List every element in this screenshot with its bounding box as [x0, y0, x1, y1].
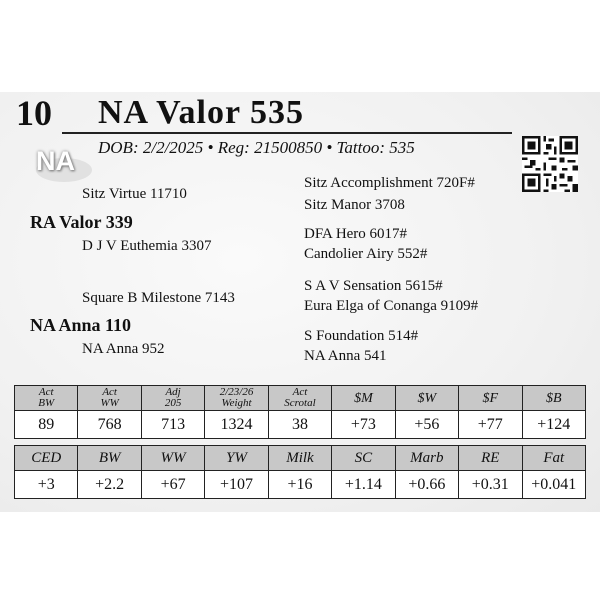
value-bw: +2.2: [78, 471, 141, 499]
epd-header-row: [15, 446, 586, 471]
pedigree-dam-sire-dam: Eura Elga of Conanga 9109#: [304, 298, 479, 314]
header-fat: Fat: [522, 446, 586, 471]
value-ww: +67: [141, 471, 204, 499]
header-milk: Milk: [268, 446, 331, 471]
pedigree-sire-dam: D J V Euthemia 3307: [82, 238, 212, 254]
pedigree-dam-sire-sire: S A V Sensation 5615#: [304, 278, 443, 294]
value-act-scrotal: 38: [268, 411, 331, 439]
value-re: +0.31: [459, 471, 522, 499]
value-yw: +107: [205, 471, 268, 499]
pedigree-dam-dam-sire: S Foundation 514#: [304, 328, 419, 344]
lot-number: 10: [16, 93, 52, 133]
value-act-ww: 768: [78, 411, 141, 439]
value-dollar-b: +124: [522, 411, 586, 439]
performance-value-row: [15, 411, 586, 439]
header-re: RE: [459, 446, 522, 471]
pedigree-sire-dam-dam: Candolier Airy 552#: [304, 246, 428, 262]
pedigree-sire-sire-sire: Sitz Accomplishment 720F#: [304, 175, 475, 191]
header-marb: Marb: [395, 446, 458, 471]
performance-header-row: [15, 386, 586, 411]
header-dollar-m: $M: [332, 386, 395, 411]
animal-info-line: DOB: 2/2/2025 • Reg: 21500850 • Tattoo: 535: [98, 138, 415, 157]
header-weight-date: 2/23/26 Weight: [205, 386, 268, 411]
epd-table: [14, 445, 586, 499]
value-dollar-m: +73: [332, 411, 395, 439]
header-yw: YW: [205, 446, 268, 471]
header-ced: CED: [15, 446, 78, 471]
performance-table: [14, 385, 586, 439]
value-adj-205: 713: [141, 411, 204, 439]
pedigree-sire-sire-dam: Sitz Manor 3708: [304, 197, 405, 213]
ranch-logo-text: NA: [36, 146, 75, 176]
value-act-bw: 89: [15, 411, 78, 439]
pedigree-dam-dam-dam: NA Anna 541: [304, 348, 387, 364]
header-adj-205: Adj 205: [141, 386, 204, 411]
value-dollar-w: +56: [395, 411, 458, 439]
header-act-ww: Act WW: [78, 386, 141, 411]
header-dollar-f: $F: [459, 386, 522, 411]
pedigree-sire-sire: Sitz Virtue 11710: [82, 186, 187, 202]
header-dollar-b: $B: [522, 386, 586, 411]
value-ced: +3: [15, 471, 78, 499]
header-act-scrotal: Act Scrotal: [268, 386, 331, 411]
value-sc: +1.14: [332, 471, 395, 499]
animal-name: NA Valor 535: [98, 94, 304, 131]
value-milk: +16: [268, 471, 331, 499]
header-act-bw: Act BW: [15, 386, 78, 411]
qr-code-icon[interactable]: [522, 136, 578, 192]
pedigree-dam: NA Anna 110: [30, 315, 132, 335]
value-weight: 1324: [205, 411, 268, 439]
value-marb: +0.66: [395, 471, 458, 499]
value-fat: +0.041: [522, 471, 586, 499]
header-ww: WW: [141, 446, 204, 471]
pedigree-dam-sire: Square B Milestone 7143: [82, 290, 235, 306]
header-bw: BW: [78, 446, 141, 471]
epd-value-row: [15, 471, 586, 499]
header-dollar-w: $W: [395, 386, 458, 411]
title-underline: [62, 132, 512, 134]
pedigree-sire: RA Valor 339: [30, 212, 133, 232]
header-sc: SC: [332, 446, 395, 471]
pedigree-sire-dam-sire: DFA Hero 6017#: [304, 226, 408, 242]
pedigree-dam-dam: NA Anna 952: [82, 341, 165, 357]
value-dollar-f: +77: [459, 411, 522, 439]
